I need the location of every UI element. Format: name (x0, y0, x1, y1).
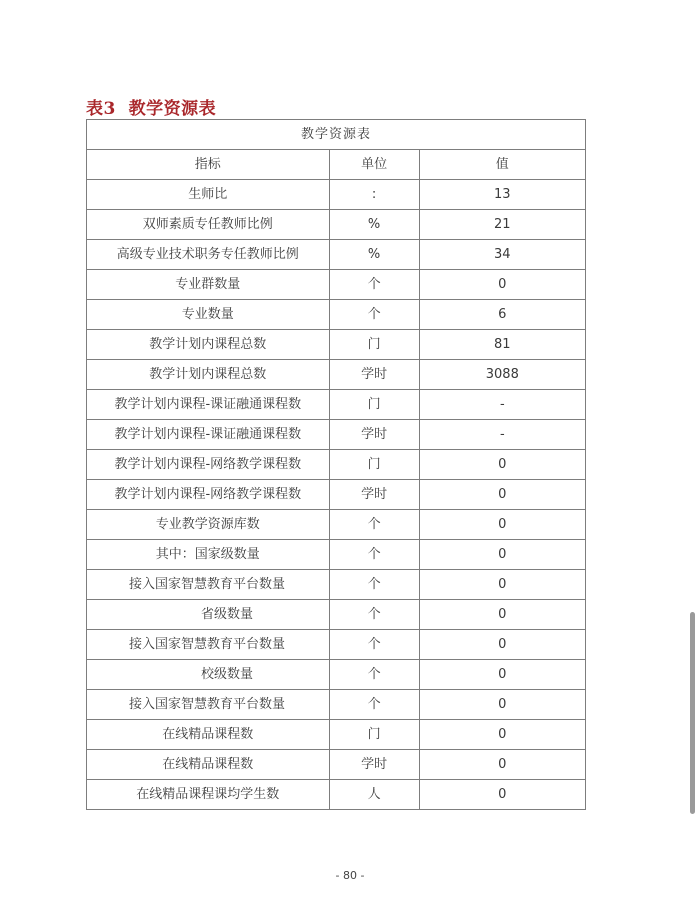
value-cell: 0 (419, 660, 585, 690)
indicator-cell: 双师素质专任教师比例 (87, 210, 330, 240)
indicator-cell: 专业群数量 (87, 270, 330, 300)
unit-cell: 个 (329, 600, 419, 630)
unit-cell: 个 (329, 570, 419, 600)
unit-cell: 个 (329, 660, 419, 690)
indicator-cell: 接入国家智慧教育平台数量 (87, 570, 330, 600)
table-row (87, 240, 586, 270)
indicator-cell: 专业教学资源库数 (87, 510, 330, 540)
unit-cell: : (329, 180, 419, 210)
value-cell: 0 (419, 540, 585, 570)
unit-cell: 门 (329, 450, 419, 480)
unit-cell: % (329, 240, 419, 270)
table-row (87, 570, 586, 600)
header-value: 值 (419, 150, 585, 180)
value-cell: 0 (419, 690, 585, 720)
indicator-cell: 在线精品课程课均学生数 (87, 780, 330, 810)
table-row (87, 600, 586, 630)
indicator-cell: 教学计划内课程-网络教学课程数 (87, 450, 330, 480)
unit-cell: 学时 (329, 420, 419, 450)
indicator-cell: 高级专业技术职务专任教师比例 (87, 240, 330, 270)
value-cell: 13 (419, 180, 585, 210)
table-row (87, 390, 586, 420)
unit-cell: 学时 (329, 360, 419, 390)
unit-cell: 门 (329, 390, 419, 420)
value-cell: - (419, 420, 585, 450)
indicator-cell: 教学计划内课程-课证融通课程数 (87, 390, 330, 420)
value-cell: 0 (419, 450, 585, 480)
value-cell: 81 (419, 330, 585, 360)
page-title: 表3 教学资源表 (86, 99, 217, 119)
table-row (87, 360, 586, 390)
table-row (87, 330, 586, 360)
value-cell: 0 (419, 600, 585, 630)
unit-cell: 个 (329, 540, 419, 570)
indicator-cell: 接入国家智慧教育平台数量 (87, 690, 330, 720)
table-row (87, 450, 586, 480)
unit-cell: 学时 (329, 750, 419, 780)
value-cell: 0 (419, 270, 585, 300)
table-row (87, 540, 586, 570)
value-cell: 6 (419, 300, 585, 330)
indicator-cell: 教学计划内课程总数 (87, 330, 330, 360)
value-cell: 0 (419, 510, 585, 540)
indicator-cell: 教学计划内课程总数 (87, 360, 330, 390)
indicator-cell: 专业数量 (87, 300, 330, 330)
value-cell: 34 (419, 240, 585, 270)
header-unit: 单位 (329, 150, 419, 180)
table-header-row (87, 150, 586, 180)
table-row (87, 510, 586, 540)
table-row (87, 720, 586, 750)
table-caption-row (87, 120, 586, 150)
indicator-cell: 省级数量 (87, 600, 330, 630)
indicator-cell: 教学计划内课程-网络教学课程数 (87, 480, 330, 510)
unit-cell: 个 (329, 630, 419, 660)
table-row (87, 750, 586, 780)
table-row (87, 780, 586, 810)
indicator-cell: 生师比 (87, 180, 330, 210)
unit-cell: 个 (329, 510, 419, 540)
table-row (87, 420, 586, 450)
table-row (87, 300, 586, 330)
indicator-cell: 校级数量 (87, 660, 330, 690)
vertical-scrollbar[interactable] (690, 612, 695, 814)
indicator-cell: 接入国家智慧教育平台数量 (87, 630, 330, 660)
indicator-cell: 其中：国家级数量 (87, 540, 330, 570)
value-cell: - (419, 390, 585, 420)
table-row (87, 180, 586, 210)
value-cell: 21 (419, 210, 585, 240)
table-row (87, 660, 586, 690)
unit-cell: % (329, 210, 419, 240)
unit-cell: 学时 (329, 480, 419, 510)
unit-cell: 个 (329, 300, 419, 330)
header-indicator: 指标 (87, 150, 330, 180)
table-row (87, 210, 586, 240)
value-cell: 0 (419, 750, 585, 780)
table-row (87, 480, 586, 510)
unit-cell: 门 (329, 720, 419, 750)
value-cell: 0 (419, 570, 585, 600)
page-number: - 80 - (335, 869, 365, 882)
value-cell: 0 (419, 720, 585, 750)
indicator-cell: 在线精品课程数 (87, 750, 330, 780)
value-cell: 0 (419, 780, 585, 810)
unit-cell: 个 (329, 270, 419, 300)
value-cell: 0 (419, 630, 585, 660)
unit-cell: 个 (329, 690, 419, 720)
value-cell: 3088 (419, 360, 585, 390)
unit-cell: 人 (329, 780, 419, 810)
indicator-cell: 教学计划内课程-课证融通课程数 (87, 420, 330, 450)
teaching-resources-table (86, 119, 586, 810)
table-row (87, 630, 586, 660)
table-row (87, 690, 586, 720)
unit-cell: 门 (329, 330, 419, 360)
indicator-cell: 在线精品课程数 (87, 720, 330, 750)
table-caption: 教学资源表 (87, 120, 586, 150)
table-row (87, 270, 586, 300)
value-cell: 0 (419, 480, 585, 510)
